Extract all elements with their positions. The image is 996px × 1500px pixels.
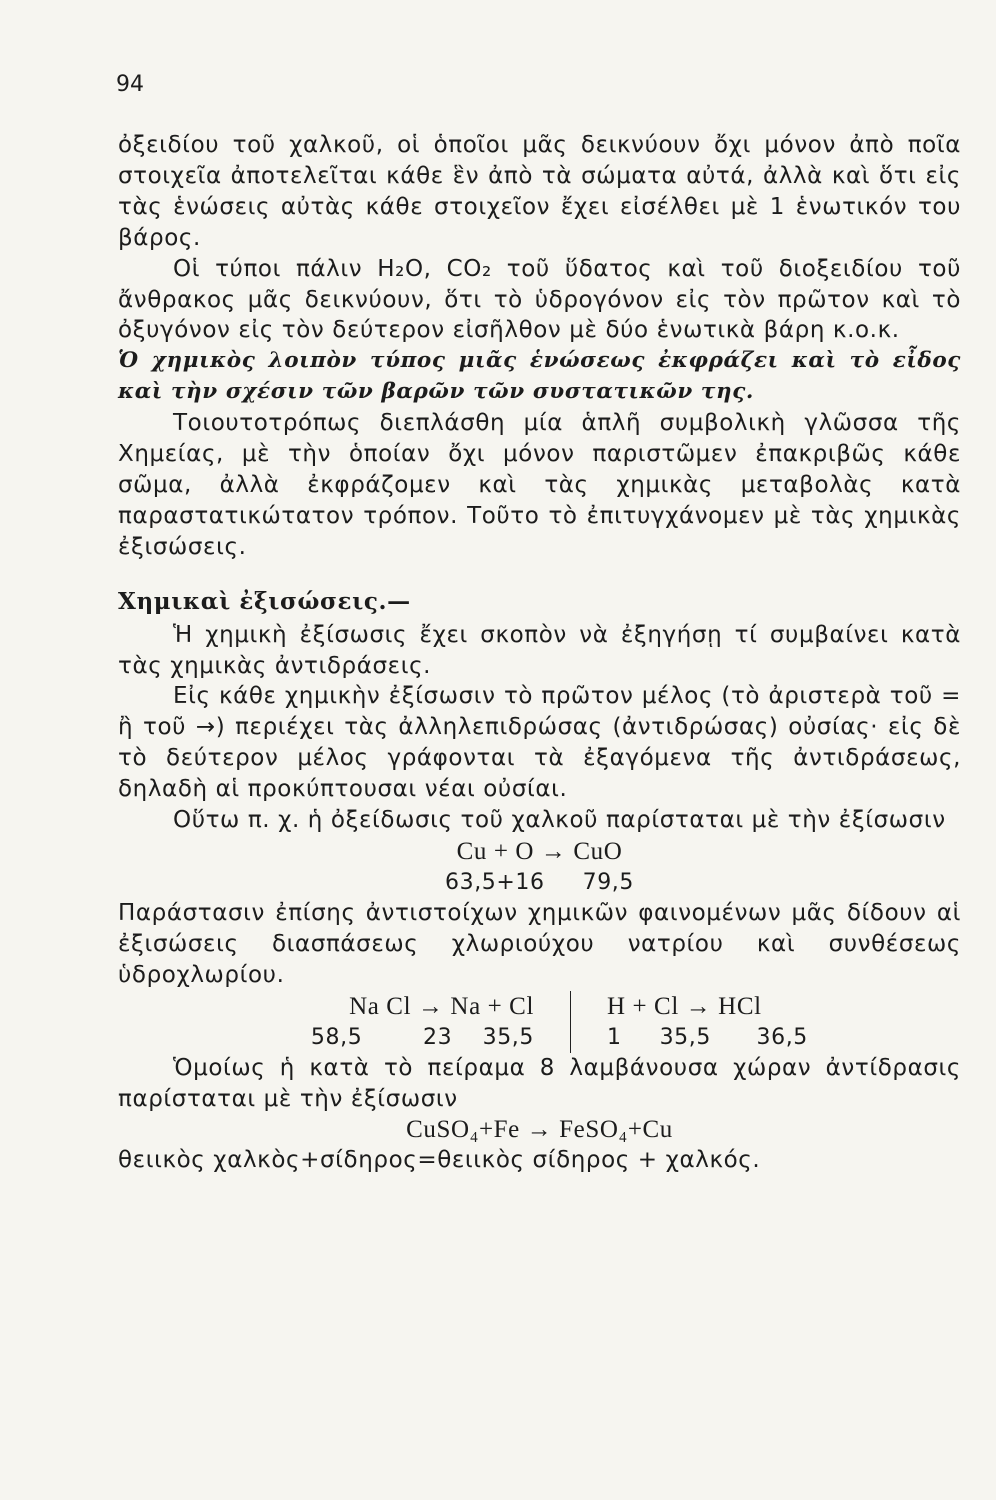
paragraph: Οἱ τύποι πάλιν H₂O, CO₂ τοῦ ὕδατος καὶ τοῦ διοξειδίου τοῦ ἄνθρακος μᾶς δεικνύουν, ὅτι τὸ ὑδρογόνον εἰς τὸν πρῶτον καὶ τὸ ὀξυγόνον εἰς τὸν δεύτερον εἰσῆλθον μὲ δύο ἑνωτικὰ βάρη κ.ο.κ. xyxy=(118,255,961,344)
paragraph: Ὁμοίως ἡ κατὰ τὸ πείραμα 8 λαμβάνουσα χώραν ἀντίδρασις παρίσταται μὲ τὴν ἐξίσωσιν xyxy=(118,1054,961,1112)
equation-pair xyxy=(118,991,961,1053)
equation-nacl-block xyxy=(118,991,570,1053)
emphasis-paragraph: Ὁ χημικὸς λοιπὸν τύπος μιᾶς ἑνώσεως ἐκφράζει καὶ τὸ εἶδος καὶ τὴν σχέσιν τῶν βαρῶν τῶν συστατικῶν της. xyxy=(118,348,961,405)
paragraph: θειικὸς χαλκὸς+σίδηρος=θειικὸς σίδηρος + χαλκός. xyxy=(118,1147,761,1174)
equation-masses: 58,5 23 35,5 xyxy=(310,1024,534,1050)
paragraph: ὀξειδίου τοῦ χαλκοῦ, οἱ ὁποῖοι μᾶς δεικνύουν ὄχι μόνον ἀπὸ ποῖα στοιχεῖα ἀποτελεῖται κάθε ἓν ἀπὸ τὰ σώματα αὐτά, ἀλλὰ καὶ ὅτι εἰς τὰς ἑνώσεις αὐτὰς κάθε στοιχεῖον ἔχει εἰσέλθει μὲ 1 ἑνωτικόν του βάρος. xyxy=(118,132,961,251)
paragraph: Τοιουτοτρόπως διεπλάσθη μία ἁπλῆ συμβολικὴ γλῶσσα τῆς Χημείας, μὲ τὴν ὁποίαν ὄχι μόνον παριστῶμεν ἐπακριβῶς κάθε σῶμα, ἀλλὰ ἐκφράζομεν καὶ τὰς χημικὰς μεταβολὰς κατὰ παραστατικώτατον τρόπον. Τοῦτο τὸ ἐπιτυγχάνομεν μὲ τὰς χημικὰς ἐξισώσεις. xyxy=(118,410,961,560)
equation-masses: 63,5+16 79,5 xyxy=(445,869,634,895)
page-body xyxy=(118,130,961,1176)
paragraph: Οὕτω π. χ. ἡ ὀξείδωσις τοῦ χαλκοῦ παρίσταται μὲ τὴν ἐξίσωσιν xyxy=(173,807,946,834)
equation-hcl-block xyxy=(570,991,961,1053)
paragraph: Εἰς κάθε χημικὴν ἐξίσωσιν τὸ πρῶτον μέλος (τὸ ἀριστερὰ τοῦ = ἢ τοῦ →) περιέχει τὰς ἀλληλεπιδρώσας (ἀντιδρώσας) οὐσίας· εἰς δὲ τὸ δεύτερον μέλος γράφονται τὰ ἐξαγόμενα τῆς ἀντιδράσεως, δηλαδὴ αἱ προκύπτουσαι νέαι οὐσίαι. xyxy=(118,683,961,803)
equation-masses: 1 35,5 36,5 xyxy=(607,1024,808,1050)
paragraph: Παράστασιν ἐπίσης ἀντιστοίχων χημικῶν φαινομένων μᾶς δίδουν αἱ ἐξισώσεις διασπάσεως χλωριούχου νατρίου καὶ συνθέσεως ὑδροχλωρίου. xyxy=(118,899,961,988)
page-number: 94 xyxy=(116,72,144,97)
paragraph: Ἡ χημικὴ ἐξίσωσις ἔχει σκοπὸν νὰ ἐξηγήσῃ τί συμβαίνει κατὰ τὰς χημικὰς ἀντιδράσεις. xyxy=(118,621,961,679)
section-heading: Χημικαὶ ἐξισώσεις.— xyxy=(118,587,411,615)
equation-nacl: Na Cl → Na + Cl xyxy=(349,992,534,1020)
equation-hcl: H + Cl → HCl xyxy=(607,992,762,1020)
equation-copper-oxidation: Cu + O → CuO xyxy=(456,837,623,865)
equation-iron: CuSO₄+Fe → FeSO₄+Cu xyxy=(406,1116,673,1144)
